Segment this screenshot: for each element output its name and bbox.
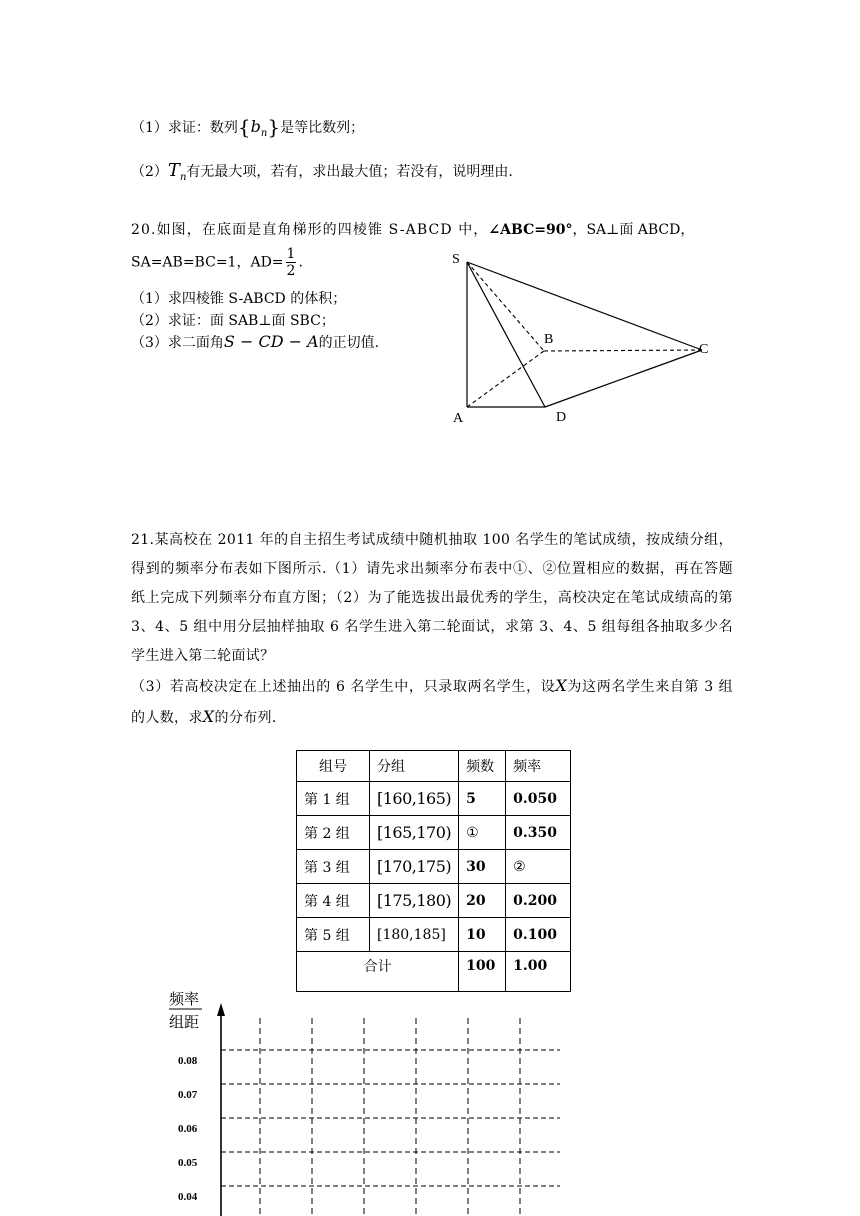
q20-sub3-post: 的正切值. — [318, 335, 380, 351]
q19-part2-end: 有无最大项，若有，求出最大值；若没有，说明理由. — [186, 164, 513, 180]
label-A: A — [453, 411, 464, 426]
label-B: B — [544, 332, 554, 347]
edge-DC — [545, 350, 702, 407]
q20-sub2: （2）求证：面 SAB⊥面 SBC； — [131, 313, 335, 329]
y-tick-label: 0.07 — [178, 1089, 198, 1101]
y-label-numerator: 频率 — [169, 990, 200, 1008]
var-X: X — [202, 707, 215, 726]
table-cell: 第 3 组 — [297, 850, 370, 884]
table-header-cell: 频数 — [459, 751, 506, 782]
table-cell: 0.200 — [506, 884, 571, 918]
table-cell: ② — [506, 850, 571, 884]
table-cell: 0.100 — [506, 918, 571, 952]
edge-SB — [467, 262, 544, 351]
seq-sub: n — [260, 127, 268, 139]
q20-sub3-pre: （3）求二面角 — [131, 335, 224, 351]
q20-sub3-math: S − CD − A — [223, 332, 319, 351]
table-header-cell: 组号 — [297, 751, 370, 782]
seq-b: b — [250, 117, 261, 136]
pyramid-figure — [440, 245, 730, 430]
label-S: S — [452, 252, 460, 267]
q21-part3-a: （3）若高校决定在上述抽出的 6 名学生中，只录取两名学生，设 — [131, 679, 556, 695]
q20-line1 — [131, 221, 733, 239]
table-cell: 20 — [459, 884, 506, 918]
q20-line1-b: ，SA⊥面 ABCD， — [572, 222, 695, 238]
y-tick-label: 0.04 — [178, 1191, 198, 1203]
seq-open-brace: { — [237, 115, 251, 139]
fraction-denominator: 2 — [286, 263, 296, 279]
edge-SD — [467, 262, 545, 407]
edge-SC — [467, 262, 702, 350]
y-label-denominator: 组距 — [169, 1013, 200, 1031]
table-cell: [180,185] — [370, 918, 459, 952]
table-total-freq: 1.00 — [506, 952, 571, 992]
table-cell: [160,165) — [370, 782, 459, 816]
table-cell: 0.050 — [506, 782, 571, 816]
table-total-count: 100 — [459, 952, 506, 992]
Tn-T: T — [167, 160, 180, 181]
table-cell: [170,175) — [370, 850, 459, 884]
table-row — [297, 850, 571, 884]
table-cell: 第 2 组 — [297, 816, 370, 850]
table-cell: 第 1 组 — [297, 782, 370, 816]
table-cell: 10 — [459, 918, 506, 952]
edge-AB — [467, 351, 544, 407]
q20-line2-end: . — [298, 254, 303, 271]
table-cell: 5 — [459, 782, 506, 816]
Tn-sub: n — [179, 171, 187, 183]
fraction-numerator: 1 — [286, 246, 296, 262]
var-X: X — [555, 676, 568, 695]
table-header-cell: 分组 — [370, 751, 459, 782]
q20-line1-a: 20.如图，在底面是直角梯形的四棱锥 S-ABCD 中， — [131, 222, 489, 238]
table-cell: [165,170) — [370, 816, 459, 850]
table-cell: [175,180) — [370, 884, 459, 918]
seq-close-brace: } — [267, 115, 281, 139]
table-row — [297, 884, 571, 918]
table-cell: ① — [459, 816, 506, 850]
table-row — [297, 816, 571, 850]
q19-part1 — [131, 115, 365, 143]
table-row — [297, 782, 571, 816]
table-cell: 0.350 — [506, 816, 571, 850]
q21-part3-c: 的分布列. — [214, 710, 277, 726]
q21-part3 — [131, 671, 733, 733]
table-total-label: 合计 — [297, 952, 459, 992]
q20-line2-a: SA=AB=BC=1，AD= — [131, 254, 284, 271]
table-header-cell: 频率 — [506, 751, 571, 782]
q21-part3-b: 为这两名学生来自第 3 组的人数，求 — [131, 679, 733, 726]
y-axis-arrow — [217, 1003, 225, 1016]
table-cell: 第 5 组 — [297, 918, 370, 952]
q20-sub1: （1）求四棱锥 S-ABCD 的体积； — [131, 291, 347, 307]
q20-sub3 — [131, 333, 379, 352]
q21-paragraph: 21.某高校在 2011 年的自主招生考试成绩中随机抽取 100 名学生的笔试成绩，按成绩分组，得到的频率分布表如下图所示.（1）请先求出频率分布表中①、②位置相应的数据，再在答题纸上完成下列频率分布直方图；（2）为了能选拔出最优秀的学生，高校决定在笔试成绩高的第 3、4、5 组中用分层抽样抽取 6 名学生进入第二轮面试，求第 3、4、5 组每组各抽取多少名学生进入第二轮面试？ — [131, 532, 733, 664]
edge-BC — [544, 350, 702, 351]
y-tick-label: 0.05 — [178, 1157, 198, 1169]
table-row — [297, 918, 571, 952]
fraction-half — [286, 246, 297, 279]
y-tick-label: 0.06 — [178, 1123, 198, 1135]
q19-part1-text: （1）求证：数列 — [131, 120, 238, 136]
q19-part2-pre: （2） — [131, 164, 168, 180]
y-tick-label: 0.08 — [178, 1055, 198, 1067]
histogram-chart — [160, 986, 580, 1216]
table-cell: 30 — [459, 850, 506, 884]
q19-part2 — [131, 162, 513, 187]
q20-line2 — [131, 246, 303, 279]
frequency-table — [296, 750, 571, 992]
table-cell: 第 4 组 — [297, 884, 370, 918]
q19-part1-end: 是等比数列； — [280, 120, 365, 136]
table-header-row — [297, 751, 571, 782]
q20-angle: ∠ABC=90° — [488, 222, 573, 238]
label-C: C — [699, 342, 709, 357]
label-D: D — [556, 410, 567, 425]
